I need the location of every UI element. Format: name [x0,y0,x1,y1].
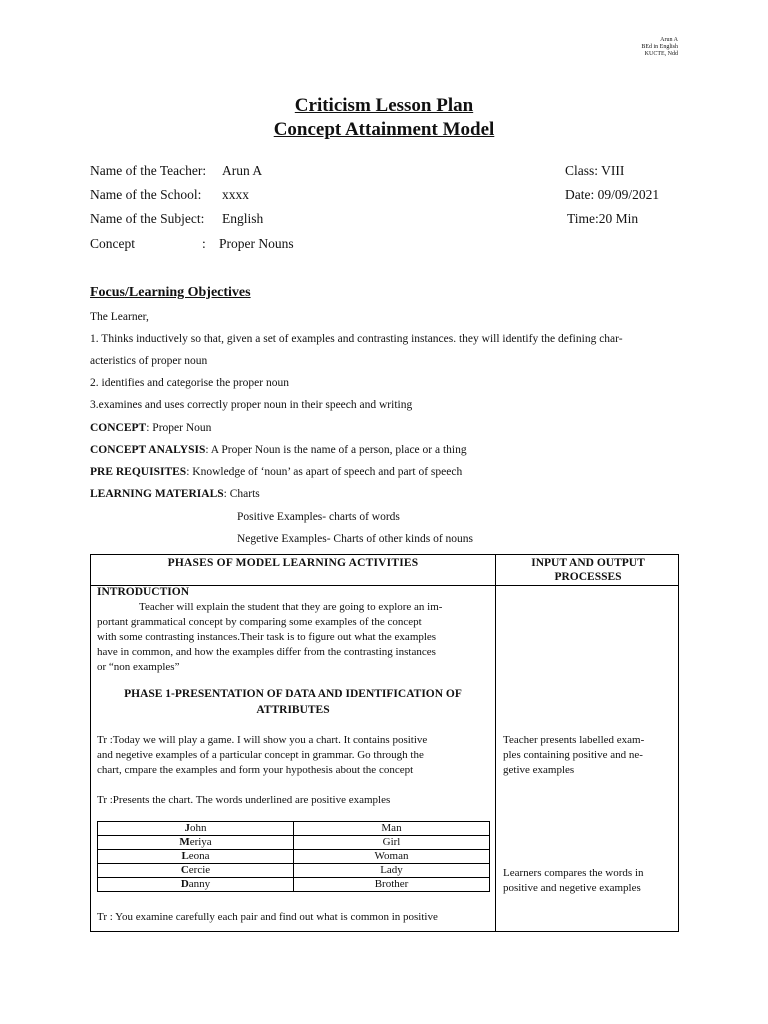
header-phases: PHASES OF MODEL LEARNING ACTIVITIES [167,557,419,569]
time-field: Time:20 Min [567,211,639,226]
positive-example-cell [98,822,294,836]
objective-2: 2. identifies and categorise the proper noun [90,377,289,389]
positive-example-initial: M [179,836,190,848]
class-field: Class: VIII [565,163,625,178]
positive-example-cell [98,878,294,892]
negative-example-cell: Lady [294,864,490,878]
materials-text: : Charts [223,488,260,500]
chart-row [98,850,490,864]
prereq-text: : Knowledge of ‘noun’ as apart of speech and part of speech [186,466,463,478]
analysis-label: CONCEPT ANALYSIS [90,444,206,456]
author-note [641,37,678,58]
examples-chart [97,821,490,892]
process-line-2: ples containing positive and ne- [503,749,643,761]
author-name: Arun A [660,37,678,43]
objective-3: 3.examines and uses correctly proper noun in their speech and writing [90,399,413,411]
chart-row [98,822,490,836]
phase1-heading-2: ATTRIBUTES [256,704,330,716]
phase1-heading-1: PHASE 1-PRESENTATION OF DATA AND IDENTIFICATION OF [124,688,462,700]
positive-example-rest: ohn [190,822,207,834]
tr-line-1: Tr :Today we will play a game. I will show you a chart. It contains positive [97,734,428,746]
process-line-1: Teacher presents labelled exam- [503,734,645,746]
tr-line-4: Tr :Presents the chart. The words underlined are positive examples [97,794,391,806]
activities-table [90,554,679,932]
positive-example-cell [98,850,294,864]
positive-example-initial: L [181,850,189,862]
analysis-text: : A Proper Noun is the name of a person, place or a thing [205,444,467,456]
concept-label: Concept [90,236,135,251]
intro-heading: INTRODUCTION [97,586,190,598]
header-processes [496,556,680,584]
teacher-label: Name of the Teacher: [90,163,207,178]
intro-line-2: portant grammatical concept by comparing some examples of the concept [97,616,422,628]
intro-line-5: or “non examples” [97,661,180,673]
objective-1a: 1. Thinks inductively so that, given a set of examples and contrasting instances. they will identify the defining char- [90,333,623,345]
intro-line-4: have in common, and how the examples differ from the contrasting instances [97,646,436,658]
concept-line-text: : Proper Noun [146,422,212,434]
negative-example-cell: Man [294,822,490,836]
positive-example-initial: J [184,822,190,834]
school-value: xxxx [222,187,249,202]
concept-separator: : [202,236,206,251]
chart-row [98,878,490,892]
analysis-line [90,444,467,456]
process-line-5: positive and negetive examples [503,882,641,894]
prereq-label: PRE REQUISITES [90,466,187,478]
date-field: Date: 09/09/2021 [565,187,660,202]
positive-example-rest: ercie [188,864,211,876]
positive-example-cell [98,864,294,878]
column-divider [495,555,496,931]
chart-row [98,836,490,850]
objectives-heading: Focus/Learning Objectives [90,285,251,300]
negative-example-cell: Brother [294,878,490,892]
materials-line [90,488,260,500]
process-line-4: Learners compares the words in [503,867,644,879]
intro-line-3: with some contrasting instances.Their task is to figure out what the examples [97,631,437,643]
tr-line-2: and negetive examples of a particular concept in grammar. Go through the [97,749,424,761]
positive-examples: Positive Examples- charts of words [237,511,400,523]
positive-example-initial: D [180,878,189,890]
concept-value: Proper Nouns [219,236,294,251]
subject-value: English [222,211,264,226]
document-subtitle: Concept Attainment Model [273,119,495,140]
negative-example-cell: Woman [294,850,490,864]
school-label: Name of the School: [90,187,202,202]
tr-line-3: chart, cmpare the examples and form your hypothesis about the concept [97,764,414,776]
header-processes-line1: INPUT AND OUTPUT [531,557,645,569]
concept-line-label: CONCEPT [90,422,147,434]
negative-examples: Negetive Examples- Charts of other kinds of nouns [237,533,474,545]
header-processes-line2: PROCESSES [554,571,622,583]
prereq-line [90,466,462,478]
tr-line-5: Tr : You examine carefully each pair and find out what is common in positive [97,911,438,923]
intro-line-1: Teacher will explain the student that they are going to explore an im- [139,601,443,613]
negative-example-cell: Girl [294,836,490,850]
objective-1b: acteristics of proper noun [90,355,208,367]
author-degree: BEd in English [641,44,678,50]
positive-example-rest: eona [188,850,210,862]
document-title: Criticism Lesson Plan [294,95,474,116]
chart-row [98,864,490,878]
subject-label: Name of the Subject: [90,211,205,226]
process-line-3: getive examples [503,764,575,776]
positive-example-cell [98,836,294,850]
concept-line [90,422,211,434]
author-college: KUCTE, Ndd [644,51,678,57]
positive-example-initial: C [180,864,189,876]
learner-line: The Learner, [90,311,149,323]
materials-label: LEARNING MATERIALS [90,488,224,500]
teacher-value: Arun A [222,163,263,178]
positive-example-rest: anny [188,878,211,890]
positive-example-rest: eriya [189,836,212,848]
